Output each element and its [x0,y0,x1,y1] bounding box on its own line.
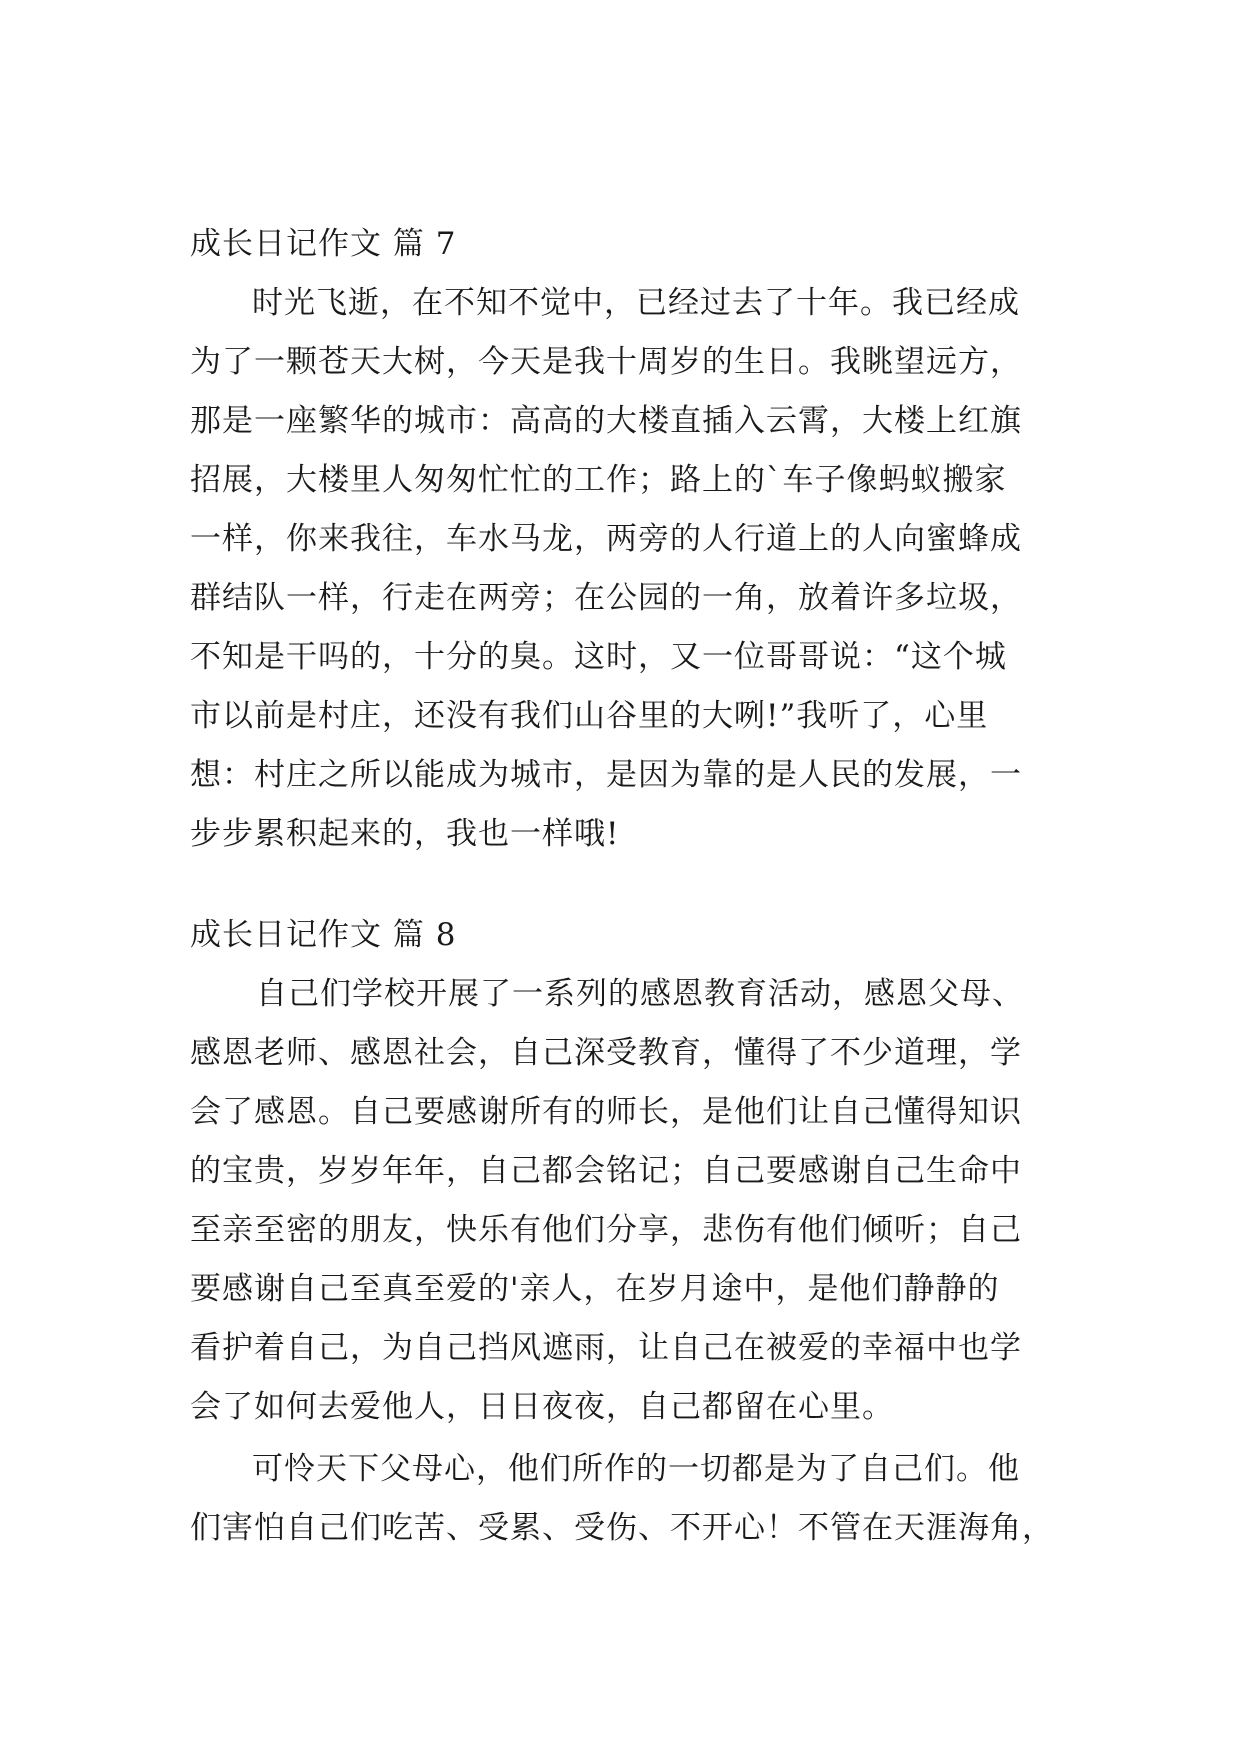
article-7-heading: 成长日记作文 篇 7 [190,226,457,262]
article-7-line-7: 不知是干吗的，十分的臭。这时，又一位哥哥说：“这个城 [190,639,1007,675]
article-8-heading: 成长日记作文 篇 8 [190,917,457,953]
article-8-line-5: 至亲至密的朋友，快乐有他们分享，悲伤有他们倾听；自己 [190,1212,1022,1248]
article-8-line-7: 看护着自己，为自己挡风遮雨，让自己在被爱的幸福中也学 [190,1330,1022,1366]
article-7-line-10: 步步累积起来的，我也一样哦! [190,816,620,852]
article-8-line-3: 会了感恩。自己要感谢所有的师长，是他们让自己懂得知识 [190,1094,1022,1130]
article-7-line-3: 那是一座繁华的城市：高高的大楼直插入云霄，大楼上红旗 [190,403,1022,439]
article-8-line-8: 会了如何去爱他人，日日夜夜，自己都留在心里。 [190,1389,894,1425]
article-8-line-10: 们害怕自己们吃苦、受累、受伤、不开心！不管在天涯海角， [190,1510,1054,1546]
article-7-line-5: 一样，你来我往，车水马龙，两旁的人行道上的人向蜜蜂成 [190,521,1022,557]
article-8-line-6: 要感谢自己至真至爱的'亲人，在岁月途中，是他们静静的 [190,1271,1000,1307]
article-8-line-1: 自己们学校开展了一系列的感恩教育活动，感恩父母、 [256,976,1024,1012]
article-7-line-9: 想：村庄之所以能成为城市，是因为靠的是人民的发展，一 [190,757,1022,793]
article-8-line-2: 感恩老师、感恩社会，自己深受教育，懂得了不少道理，学 [190,1035,1022,1071]
article-7-line-1: 时光飞逝，在不知不觉中，已经过去了十年。我已经成 [252,285,1020,321]
article-7-line-6: 群结队一样，行走在两旁；在公园的一角，放着许多垃圾， [190,580,1022,616]
article-7-line-2: 为了一颗苍天大树，今天是我十周岁的生日。我眺望远方， [190,344,1022,380]
article-7-line-4: 招展，大楼里人匆匆忙忙的工作；路上的`车子像蚂蚁搬家 [190,462,1007,498]
article-8-line-4: 的宝贵，岁岁年年，自己都会铭记；自己要感谢自己生命中 [190,1153,1022,1189]
article-7-line-8: 市以前是村庄，还没有我们山谷里的大咧!”我听了，心里 [190,698,989,734]
article-8-line-9: 可怜天下父母心，他们所作的一切都是为了自己们。他 [252,1451,1020,1487]
